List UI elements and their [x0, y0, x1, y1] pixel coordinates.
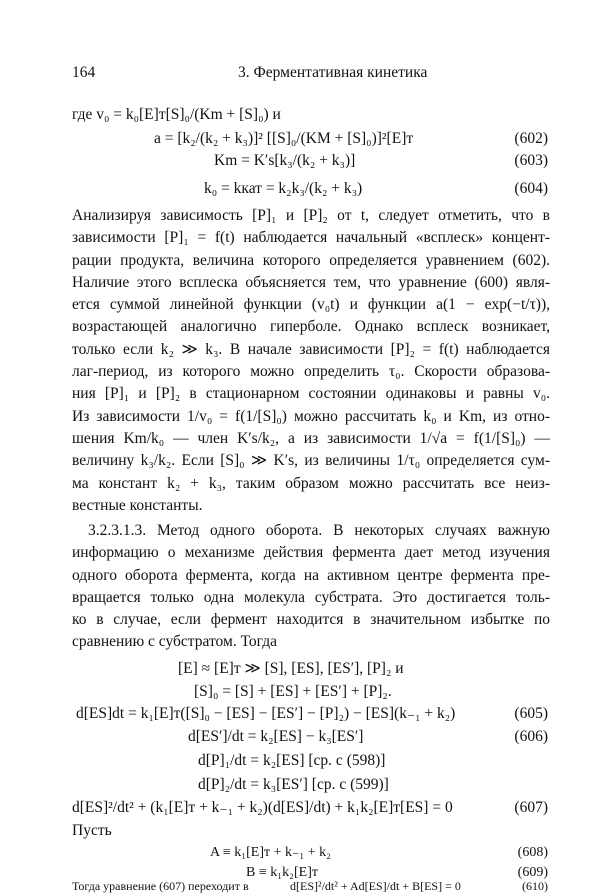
running-header — [72, 64, 550, 86]
equation-608: A ≡ k₁[E]т + k₋₁ + k₂ — [210, 845, 332, 860]
equation-607: d[ES]²/dt² + (k₁[E]т + k₋₁ + k₂)(d[ES]/dt) + k₁k₂[E]т[ES] = 0 — [72, 799, 453, 816]
equation-603: Km = K′s[k₃/(k₂ + k₃)] — [214, 152, 356, 169]
chapter-title: 3. Ферментативная кинетика — [238, 64, 428, 81]
condition-line-2: [S]₀ = [S] + [ES] + [ES′] + [P]₂. — [194, 683, 392, 700]
text-line: ма констант k₂ + k₃, таким образом можно рассчитать все неиз- — [72, 474, 550, 492]
equation-606: d[ES′]/dt = k₂[ES] − k₃[ES′] — [188, 728, 364, 745]
equation-606-number: (606) — [514, 728, 548, 745]
text-line: ния [P]₁ и [P]₂ в стационарном состоянии одинаковы и равны v₀. — [72, 385, 550, 403]
text-line: зависимости [P]₁ = f(t) наблюдается начальный «всплеск» концент- — [72, 229, 550, 247]
paragraph-single-turnover — [72, 520, 550, 654]
text-line: вращается только одна молекула субстрата. Это достигается толь- — [72, 588, 550, 606]
text-line: вестные константы. — [72, 496, 203, 514]
text-line-section-heading: 3.2.3.1.3. Метод одного оборота. В некоторых случаях важную — [88, 522, 550, 539]
text-line: одного оборота фермента, когда на активном центре фермента пре- — [72, 566, 550, 584]
equation-607-number: (607) — [514, 799, 548, 816]
equation-602: a = [k₂/(k₂ + k₃)]² [[S]₀/(KM + [S]₀)]²[E]т — [154, 130, 414, 147]
text-line: рации продукта, величина которого определяется уравнением (602). — [72, 251, 550, 269]
equation-602-number: (602) — [514, 130, 548, 147]
text-line: только если k₂ ≫ k₃. В начале зависимости [P]₂ = f(t) наблюдается — [72, 340, 550, 358]
text-line: ко в случае, если фермент находится в значительном избытке по — [72, 611, 550, 629]
text-line: Анализируя зависимость [P]₁ и [P]₂ от t, следует отметить, что в — [72, 207, 550, 224]
intro-line: где v₀ = k₀[E]т[S]₀/(Km + [S]₀) и — [72, 106, 281, 123]
then-line: Тогда уравнение (607) переходит в — [72, 879, 249, 893]
text-line: возрастающей аналогично гиперболе. Однако всплеск возникает, — [72, 318, 550, 336]
page-number: 164 — [72, 64, 96, 81]
text-line: Наличие этого всплеска объясняется тем, что уравнение (600) явля- — [72, 273, 550, 291]
equation-605: d[ES]dt = k₁[E]т([S]₀ − [ES] − [ES′] − [P]₂) − [ES](k₋₁ + k₂) — [76, 705, 456, 722]
equation-605-number: (605) — [514, 705, 548, 722]
equation-609-number: (609) — [517, 865, 548, 880]
text-line: ется суммой линейной функции (v₀t) и функции a(1 − exp(−t/τ)), — [72, 296, 550, 314]
equation-p2-rate: d[P]₂/dt = k₃[ES′] [ср. с (599)] — [198, 776, 389, 793]
equation-p1-rate: d[P]₁/dt = k₂[ES] [ср. с (598)] — [198, 752, 386, 769]
equation-610-number: (610) — [522, 879, 548, 893]
equation-604: k₀ = kкат = k₂k₃/(k₂ + k₃) — [204, 180, 363, 197]
equation-604-number: (604) — [514, 180, 548, 197]
equation-603-number: (603) — [514, 152, 548, 169]
text-line: сравнению с субстратом. Тогда — [72, 633, 277, 651]
equation-608-number: (608) — [517, 845, 548, 860]
equation-610: d[ES]²/dt² + Ad[ES]/dt + B[ES] = 0 — [290, 879, 461, 893]
text-line: величину k₃/k₂. Если [S]₀ ≫ K′s, из величины 1/τ₀ определяется сум- — [72, 452, 550, 470]
equation-609: B ≡ k₁k₂[E]т — [246, 865, 318, 880]
text-line: лаг-период, из которого можно определить τ₀. Скорости образова- — [72, 363, 550, 381]
text-line: информацию о механизме действия фермента дает метод изучения — [72, 544, 550, 562]
paragraph-analysis — [72, 205, 550, 517]
pust-label: Пусть — [72, 822, 112, 839]
text-line: шения Km/k₀ — член K′s/k₂, а из зависимости 1/√a = f(1/[S]₀) — — [72, 429, 550, 447]
condition-line-1: [E] ≈ [E]т ≫ [S], [ES], [ES′], [P]₂ и — [178, 660, 404, 677]
text-line: Из зависимости 1/v₀ = f(1/[S]₀) можно рассчитать k₀ и Km, из отно- — [72, 407, 550, 425]
